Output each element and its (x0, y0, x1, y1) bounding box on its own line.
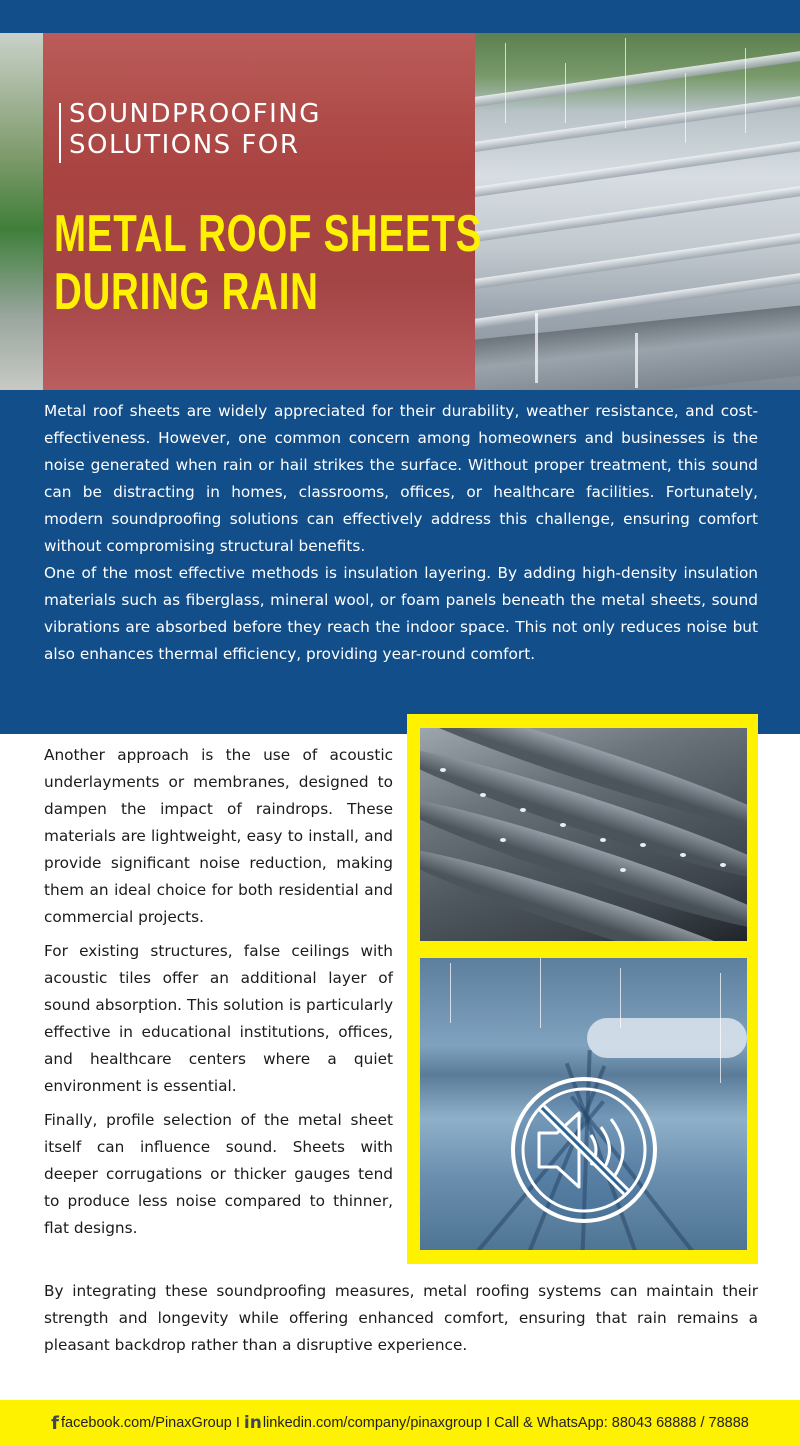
conclusion-section (44, 1278, 758, 1359)
footer-bar (0, 1400, 800, 1446)
top-bar (0, 0, 800, 33)
facebook-icon: f (51, 1412, 59, 1434)
rain-on-metal-roof-photo (420, 958, 747, 1250)
title-line-1: SOUNDPROOFING (69, 99, 321, 129)
title-subheading (69, 99, 321, 161)
wet-corrugated-roof-photo (420, 728, 747, 941)
contact-phone: Call & WhatsApp: 88043 68888 / 78888 (494, 1415, 749, 1431)
conclusion-paragraph: By integrating these soundproofing measures, metal roofing systems can maintain their strength and longevity while offering enhanced comfort, ensuring that rain remains a pleasant backdrop rather than a disruptive experience. (44, 1282, 758, 1354)
body-column (44, 742, 393, 1242)
facebook-link[interactable]: facebook.com/PinaxGroup (60, 1415, 232, 1431)
title-accent-line (59, 103, 61, 163)
linkedin-link[interactable]: linkedin.com/company/pinaxgroup (262, 1415, 483, 1431)
image-frame (407, 714, 758, 1264)
headline-line-1: METAL ROOF SHEETS (54, 205, 483, 263)
body-paragraph-5: Finally, profile selection of the metal sheet itself can influence sound. Sheets with deeper corrugations or thicker gauges tend to produce less noise compared to thinner, flat designs. (44, 1111, 393, 1237)
headline-line-2: DURING RAIN (54, 263, 319, 321)
page-title (54, 205, 482, 321)
title-line-2: SOLUTIONS FOR (69, 130, 300, 160)
intro-section (0, 390, 800, 734)
intro-paragraph-2: One of the most effective methods is insulation layering. By adding high-density insulation materials such as fiberglass, mineral wool, or foam panels beneath the metal sheets, sound vibrations are absorbed before they reach the indoor space. This not only reduces noise but also enhances thermal efficiency, providing year-round comfort. (44, 564, 758, 663)
mute-speaker-icon (509, 1075, 659, 1225)
linkedin-icon: in (243, 1413, 262, 1433)
hero-background-foliage (0, 33, 43, 390)
footer-separator: I (235, 1415, 240, 1431)
hero-roof-photo (475, 33, 800, 390)
footer-separator-2: I (486, 1415, 491, 1431)
intro-paragraph-1: Metal roof sheets are widely appreciated for their durability, weather resistance, and cost-effectiveness. However, one common concern among homeowners and businesses is the noise generated when rain or hail strikes the surface. Without proper treatment, this sound can be distracting in homes, classrooms, offices, or healthcare facilities. Fortunately, modern soundproofing solutions can effectively address this challenge, ensuring comfort without compromising structural benefits. (44, 402, 758, 555)
body-paragraph-4: For existing structures, false ceilings with acoustic tiles offer an additional layer of sound absorption. This solution is particularly effective in educational institutions, offices, and healthcare centers where a quiet environment is essential. (44, 942, 393, 1095)
body-paragraph-3: Another approach is the use of acoustic underlayments or membranes, designed to dampen the impact of raindrops. These materials are lightweight, easy to install, and provide significant noise reduction, making them an ideal choice for both residential and commercial projects. (44, 746, 393, 926)
hero-banner (0, 33, 800, 390)
